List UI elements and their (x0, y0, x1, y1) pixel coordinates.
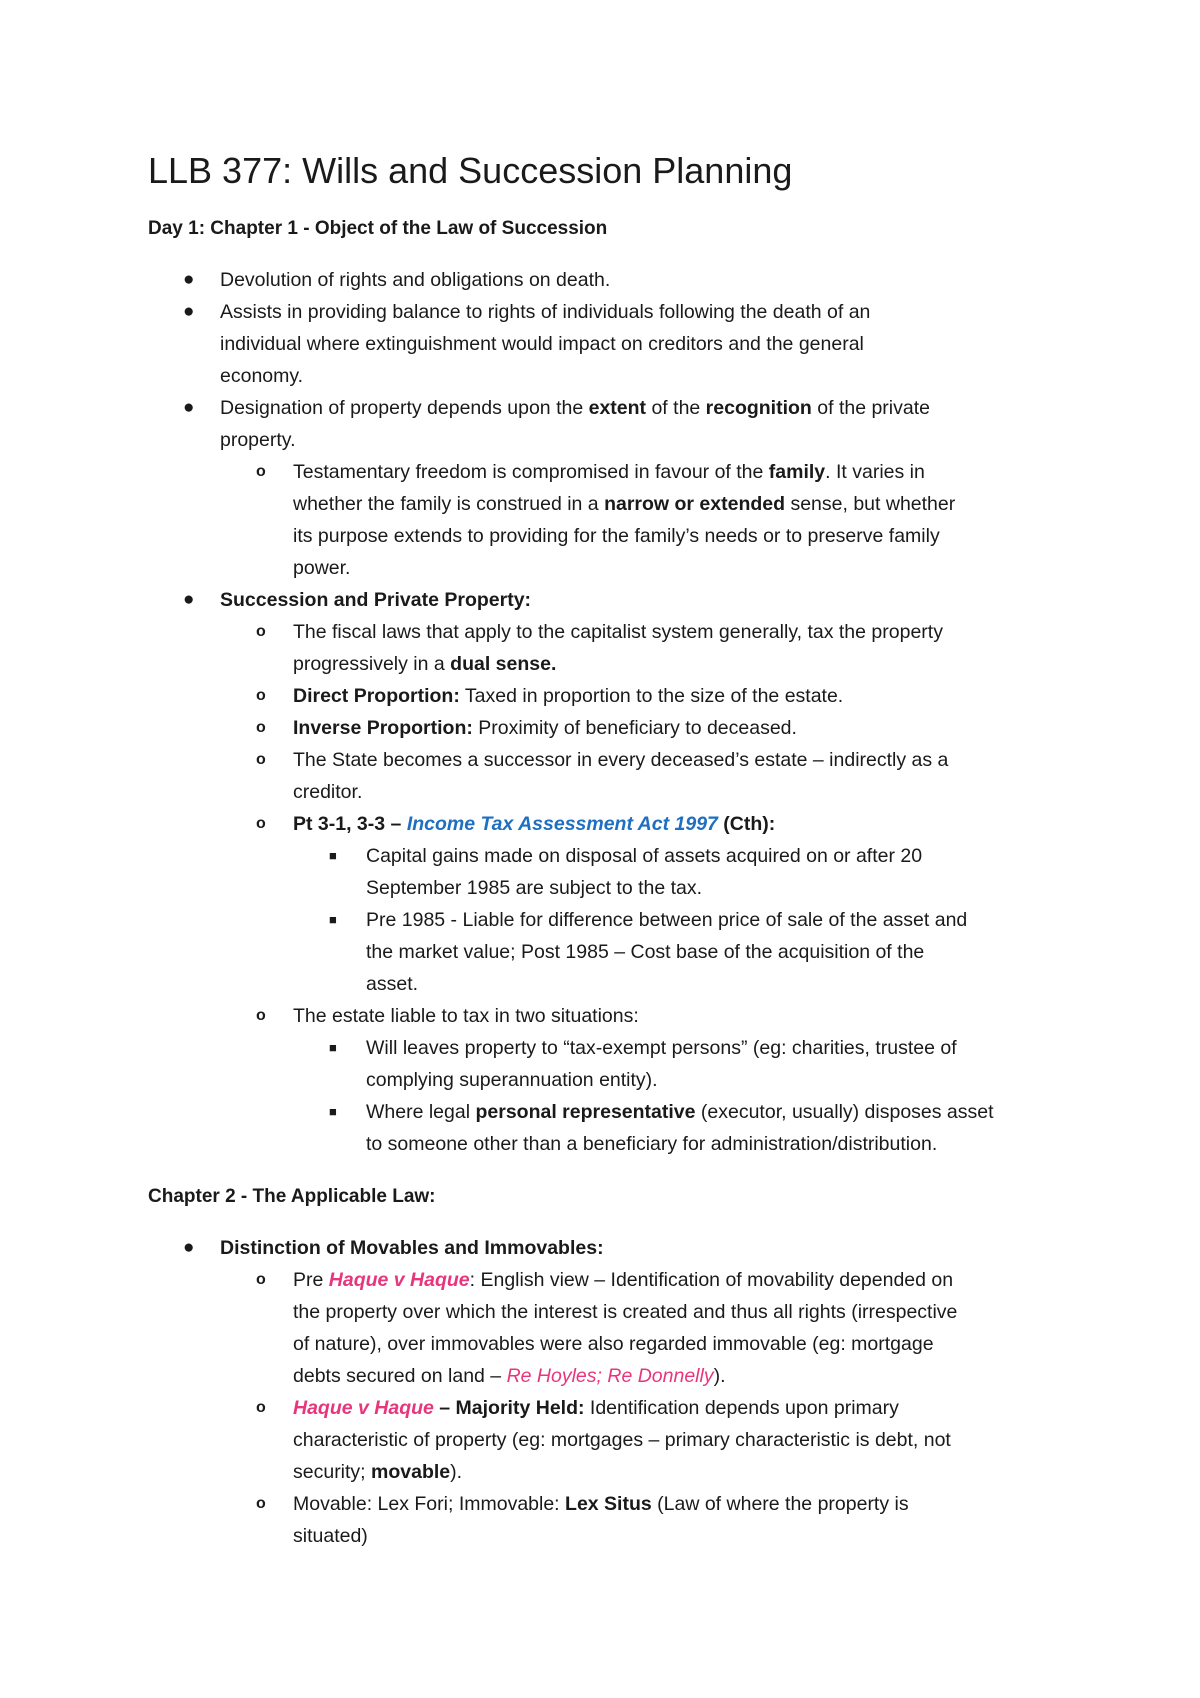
case-citation: Haque v Haque (328, 1269, 470, 1291)
list-item-cont: individual where extinguishment would impact on creditors and the general (220, 333, 864, 355)
bullet-square: ■ (329, 1104, 337, 1119)
bullet-square: ■ (329, 848, 337, 863)
subsub-item-cont: complying superannuation entity). (366, 1069, 658, 1091)
sub-item: Inverse Proportion: Proximity of beneficiary to deceased. (293, 717, 797, 739)
sub-item: The estate liable to tax in two situations: (293, 1005, 639, 1027)
bullet-circle: o (256, 1271, 266, 1288)
subsub-item: Will leaves property to “tax-exempt persons” (eg: charities, trustee of (366, 1037, 957, 1059)
sub-item: Pre Haque v Haque: English view – Identification of movability depended on (293, 1269, 954, 1291)
bullet-disc: ● (183, 397, 195, 418)
list-item: Designation of property depends upon the extent of the recognition of the private (220, 397, 930, 419)
list-item: Distinction of Movables and Immovables: (220, 1237, 604, 1259)
list-item: Assists in providing balance to rights of individuals following the death of an (220, 301, 871, 323)
list-item: Devolution of rights and obligations on death. (220, 269, 611, 291)
subsub-item: Where legal personal representative (executor, usually) disposes asset (366, 1101, 994, 1123)
sub-item-cont: debts secured on land – Re Hoyles; Re Donnelly). (293, 1365, 726, 1387)
bullet-disc: ● (183, 301, 195, 322)
bullet-circle: o (256, 719, 266, 736)
bullet-circle: o (256, 623, 266, 640)
sub-item-cont: of nature), over immovables were also regarded immovable (eg: mortgage (293, 1333, 934, 1355)
bullet-disc: ● (183, 1237, 195, 1258)
case-citation: Re Hoyles; Re Donnelly (506, 1365, 714, 1387)
sub-item-cont: whether the family is construed in a narrow or extended sense, but whether (293, 493, 956, 515)
bullet-circle: o (256, 1007, 266, 1024)
sub-item: The State becomes a successor in every deceased’s estate – indirectly as a (293, 749, 949, 771)
sub-item-cont: characteristic of property (eg: mortgages – primary characteristic is debt, not (293, 1429, 951, 1451)
sub-item: Direct Proportion: Taxed in proportion to the size of the estate. (293, 685, 844, 707)
sub-item-cont: creditor. (293, 781, 363, 803)
subsub-item: Capital gains made on disposal of assets acquired on or after 20 (366, 845, 923, 867)
sub-item-cont: the property over which the interest is created and thus all rights (irrespective (293, 1301, 958, 1323)
subsub-item: Pre 1985 - Liable for difference between price of sale of the asset and (366, 909, 968, 931)
list-item-cont: economy. (220, 365, 304, 387)
day1-heading: Day 1: Chapter 1 - Object of the Law of Succession (148, 218, 608, 239)
bullet-disc: ● (183, 269, 195, 290)
sub-item-cont: progressively in a dual sense. (293, 653, 557, 675)
sub-item: Pt 3-1, 3-3 – Income Tax Assessment Act 1997 (Cth): (293, 813, 776, 835)
list-item: Succession and Private Property: (220, 589, 532, 611)
chapter2-heading: Chapter 2 - The Applicable Law: (148, 1186, 436, 1207)
bullet-circle: o (256, 1495, 266, 1512)
sub-item: The fiscal laws that apply to the capitalist system generally, tax the property (293, 621, 943, 643)
subsub-item-cont: September 1985 are subject to the tax. (366, 877, 703, 899)
bullet-circle: o (256, 1399, 266, 1416)
bullet-square: ■ (329, 912, 337, 927)
case-citation: Haque v Haque (293, 1397, 434, 1419)
subsub-item-cont: to someone other than a beneficiary for administration/distribution. (366, 1133, 938, 1155)
sub-item: Haque v Haque – Majority Held: Identification depends upon primary (293, 1397, 899, 1419)
document-title: LLB 377: Wills and Succession Planning (148, 150, 793, 191)
bullet-circle: o (256, 463, 266, 480)
sub-item-cont: security; movable). (293, 1461, 463, 1483)
sub-item-cont: its purpose extends to providing for the family’s needs or to preserve family (293, 525, 940, 547)
sub-item: Testamentary freedom is compromised in favour of the family. It varies in (293, 461, 925, 483)
subsub-item-cont: asset. (366, 973, 419, 995)
bullet-circle: o (256, 687, 266, 704)
bullet-circle: o (256, 751, 266, 768)
bullet-disc: ● (183, 589, 195, 610)
sub-item: Movable: Lex Fori; Immovable: Lex Situs (Law of where the property is (293, 1493, 909, 1515)
act-citation: Income Tax Assessment Act 1997 (406, 813, 718, 835)
bullet-square: ■ (329, 1040, 337, 1055)
subsub-item-cont: the market value; Post 1985 – Cost base of the acquisition of the (366, 941, 925, 963)
bullet-circle: o (256, 815, 266, 832)
list-item-cont: property. (220, 429, 296, 451)
sub-item-cont: power. (293, 557, 351, 579)
sub-item-cont: situated) (293, 1525, 368, 1547)
